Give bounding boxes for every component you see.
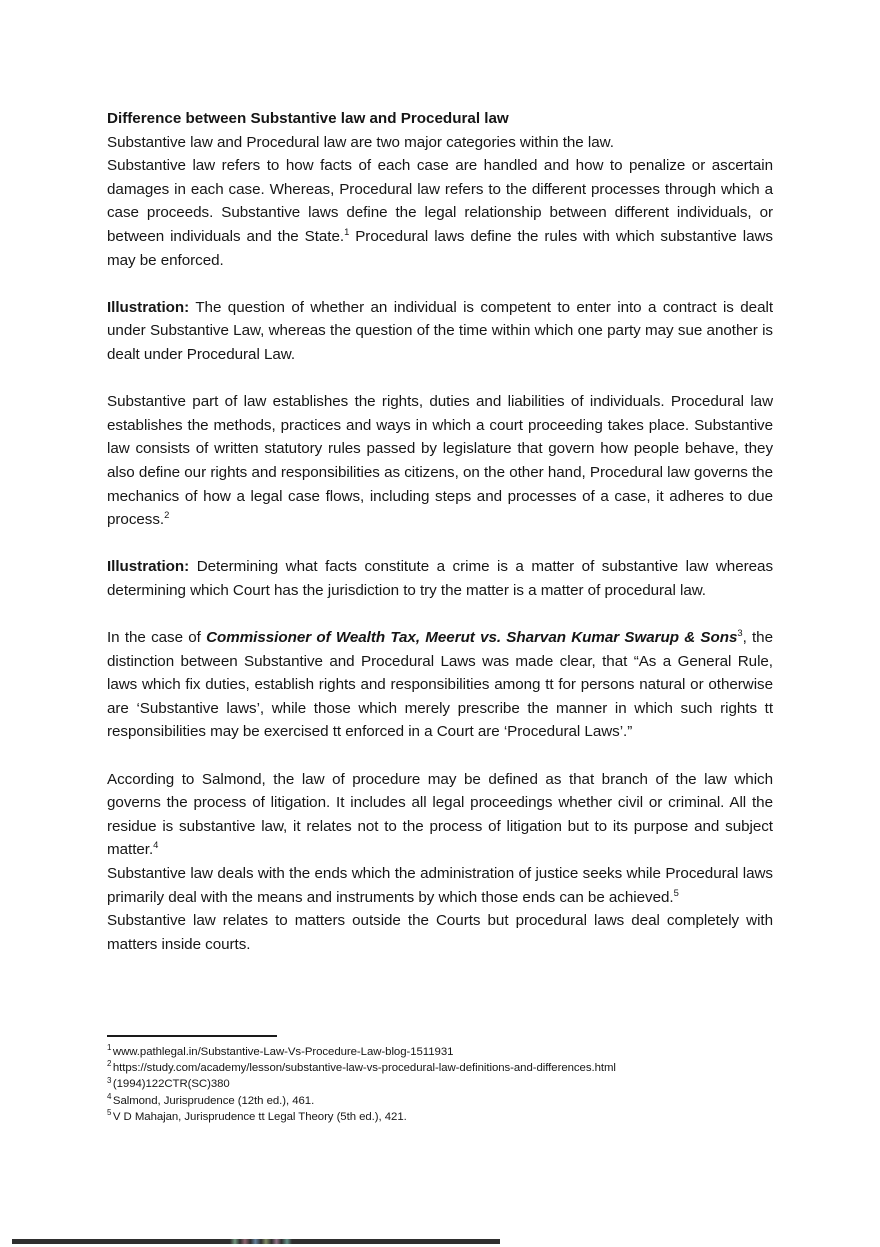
paragraph-spacer xyxy=(107,272,773,296)
paragraph-substantive-definition-part-1: Substantive law refers to how facts of each case are handled and how to penalize or ascertain damages in each case. Whereas, Procedural law refers to the different processes through which a case proceeds. Substantive laws define the legal relationship between different individuals, or between individuals and the State. xyxy=(107,157,773,245)
document-body xyxy=(107,107,773,956)
paragraph-substantive-definition-part-2: Procedural laws define the rules with which substantive laws may be enforced. xyxy=(107,227,773,269)
paragraph-spacer xyxy=(107,744,773,768)
illustration-one xyxy=(107,296,773,367)
paragraph-substantive-definition xyxy=(107,154,773,272)
footnote-text: Salmond, Jurisprudence (12th ed.), 461. xyxy=(112,1094,315,1107)
footnote-item xyxy=(107,1109,773,1125)
paragraph-inside-outside-courts xyxy=(107,909,773,956)
footnote-number: 2 xyxy=(107,1059,112,1069)
paragraph-ends-means xyxy=(107,862,773,909)
footnote-marker-4: 4 xyxy=(153,839,159,851)
footnote-text: https://study.com/academy/lesson/substantive-law-vs-procedural-law-definitions-and-differences.html xyxy=(112,1062,616,1075)
illustration-two xyxy=(107,555,773,602)
footnote-marker-2: 2 xyxy=(164,509,170,521)
intro-line-text: Substantive law and Procedural law are two major categories within the law. xyxy=(107,133,614,151)
case-citation-intro: In the case of xyxy=(107,629,207,647)
scan-artifact-fade xyxy=(488,1239,500,1244)
footnote-number: 4 xyxy=(107,1091,112,1101)
footnote-number: 3 xyxy=(107,1075,112,1085)
footnote-marker-1: 1 xyxy=(344,225,350,237)
footnote-separator-rule xyxy=(107,1035,277,1037)
footnotes-section xyxy=(107,1035,773,1125)
footnote-item xyxy=(107,1093,773,1109)
footnote-item xyxy=(107,1044,773,1060)
paragraph-spacer xyxy=(107,532,773,556)
case-citation-paragraph xyxy=(107,626,773,744)
case-citation-body: , the distinction between Substantive and Procedural Laws was made clear, that “As a General Rule, laws which fix duties, establish rights and responsibilities among tt for persons natural or otherwise are ‘Substantive laws’, while those which merely prescribe the manner in which such rights tt responsibilities may be exercised tt enforced in a Court are ‘Procedural Laws’.” xyxy=(107,629,773,741)
paragraph-inside-outside-courts-text: Substantive law relates to matters outside the Courts but procedural laws deal completely with matters inside courts. xyxy=(107,912,773,953)
paragraph-rights-duties xyxy=(107,390,773,532)
paragraph-spacer xyxy=(107,602,773,626)
intro-line xyxy=(107,131,773,155)
paragraph-spacer xyxy=(107,367,773,391)
footnote-number: 5 xyxy=(107,1108,112,1118)
page-edge-scan-artifact xyxy=(12,1239,500,1244)
illustration-one-text: The question of whether an individual is competent to enter into a contract is dealt under Substantive Law, whereas the question of the time within which one party may sue another is dealt under Procedural Law. xyxy=(107,298,773,363)
case-name: Commissioner of Wealth Tax, Meerut vs. Sharvan Kumar Swarup & Sons xyxy=(206,629,738,647)
footnote-item xyxy=(107,1060,773,1076)
footnote-number: 1 xyxy=(107,1043,112,1053)
footnote-item xyxy=(107,1076,773,1092)
footnote-text: (1994)122CTR(SC)380 xyxy=(112,1078,230,1091)
paragraph-salmond xyxy=(107,768,773,862)
paragraph-salmond-text: According to Salmond, the law of procedure may be defined as that branch of the law which governs the process of litigation. It includes all legal proceedings whether civil or criminal. All the residue is substantive law, it relates not to the process of litigation but to its purpose and subject matter. xyxy=(107,770,773,859)
footnote-text: V D Mahajan, Jurisprudence tt Legal Theory (5th ed.), 421. xyxy=(112,1110,407,1123)
footnote-marker-3: 3 xyxy=(737,627,743,638)
paragraph-ends-means-text: Substantive law deals with the ends which the administration of justice seeks while Procedural laws primarily deal with the means and instruments by which those ends can be achieved. xyxy=(107,865,773,906)
illustration-one-label: Illustration: xyxy=(107,298,190,316)
illustration-two-label: Illustration: xyxy=(107,558,190,576)
scan-artifact-color-fringe xyxy=(230,1239,292,1244)
illustration-two-text: Determining what facts constitute a crime is a matter of substantive law whereas determining which Court has the jurisdiction to try the matter is a matter of procedural law. xyxy=(107,558,773,599)
footnote-list xyxy=(107,1044,773,1125)
footnote-marker-5: 5 xyxy=(673,886,679,898)
page-title: Difference between Substantive law and Procedural law xyxy=(107,110,509,127)
paragraph-rights-duties-text: Substantive part of law establishes the rights, duties and liabilities of individuals. Procedural law establishes the methods, practices and ways in which a court proceeding takes place. Substantive law consists of written statutory rules passed by legislature that govern how people behave, they also define our rights and responsibilities as citizens, on the other hand, Procedural law governs the mechanics of how a legal case flows, including steps and processes of a case, it adheres to due process. xyxy=(107,393,773,529)
footnote-text: www.pathlegal.in/Substantive-Law-Vs-Procedure-Law-blog-1511931 xyxy=(112,1046,454,1058)
